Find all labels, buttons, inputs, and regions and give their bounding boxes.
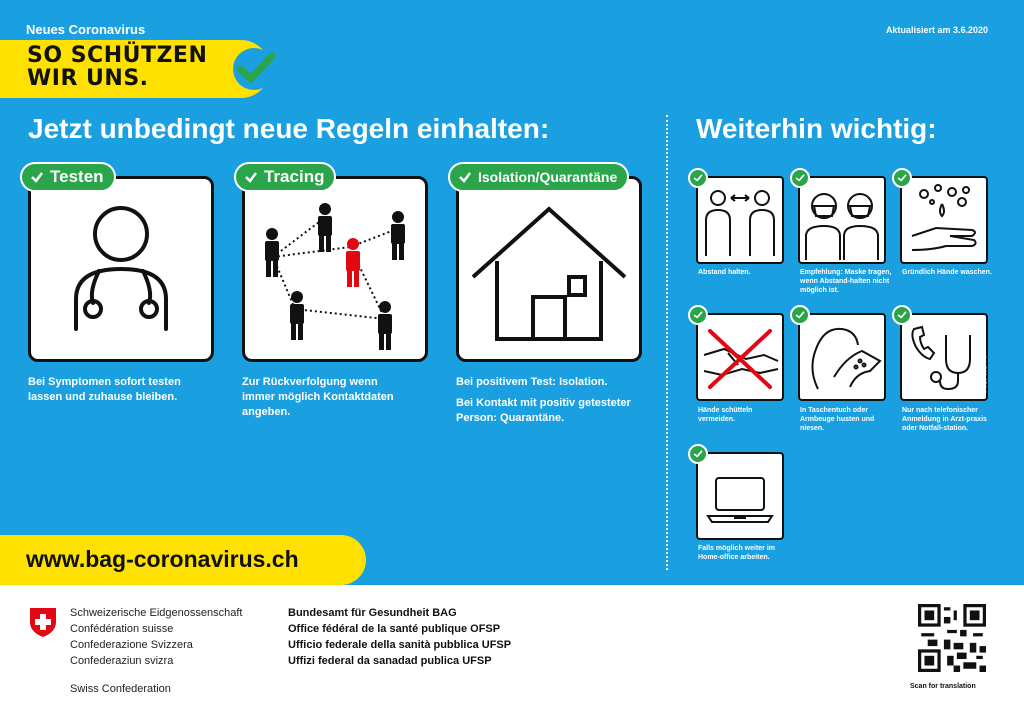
confed-line: Confederaziun svizra — [70, 655, 174, 667]
headline-rules: Jetzt unbedingt neue Regeln einhalten: — [28, 113, 550, 144]
check-icon — [892, 168, 912, 188]
office-line: Office fédéral de la santé publique OFSP — [288, 623, 501, 635]
laptop-icon — [698, 454, 782, 538]
article-number: Art. 316.624.d — [980, 355, 986, 393]
office-line: Ufficio federale della sanità pubblica UFSP — [288, 639, 512, 651]
label-isolation — [448, 162, 629, 192]
kicker: Neues Coronavirus — [26, 22, 146, 37]
check-icon — [688, 444, 708, 464]
label-testen — [20, 162, 116, 192]
divider — [666, 115, 668, 570]
desc-tracing — [242, 375, 442, 420]
check-icon — [244, 170, 258, 184]
qr-code-icon[interactable] — [918, 604, 986, 672]
office-line: Bundesamt für Gesundheit BAG — [288, 607, 457, 619]
logo-line-2: WIR UNS. — [27, 66, 149, 91]
card-tracing — [242, 176, 428, 362]
federal-office — [288, 605, 511, 669]
house-icon — [459, 179, 639, 359]
cough-elbow-icon — [800, 315, 884, 399]
check-icon — [30, 170, 44, 184]
label-testen-text: Testen — [50, 167, 104, 186]
desc-line: Zur Rückverfolgung wenn — [242, 376, 378, 388]
check-icon — [688, 168, 708, 188]
desc-line: Person: Quarantäne. — [456, 412, 565, 424]
confed-line: Schweizerische Eidgenossenschaft — [70, 607, 243, 619]
logo-line-1: SO SCHÜTZEN — [27, 43, 208, 68]
check-icon — [790, 305, 810, 325]
desc-no-handshake: Hände schütteln vermeiden. — [698, 407, 753, 423]
confed-english: Swiss Confederation — [70, 683, 171, 695]
masks-icon — [800, 178, 884, 262]
card-masks — [798, 176, 886, 264]
desc-line: immer möglich Kontaktdaten — [242, 391, 394, 403]
check-icon — [892, 305, 912, 325]
card-no-handshake — [696, 313, 784, 401]
check-icon — [688, 305, 708, 325]
desc-isolation — [456, 375, 666, 426]
desc-cough: In Taschentuch oder Armbeuge husten und niesen. — [800, 407, 875, 432]
card-laptop — [696, 452, 784, 540]
website-link[interactable]: www.bag-coronavirus.ch — [26, 546, 299, 572]
card-testen — [28, 176, 214, 362]
phone-doctor-icon — [902, 315, 986, 399]
label-tracing — [234, 162, 336, 192]
desc-testen — [28, 375, 218, 405]
desc-line: lassen und zuhause bleiben. — [28, 391, 178, 403]
card-cough — [798, 313, 886, 401]
card-isolation — [456, 176, 642, 362]
confederation-names — [70, 605, 242, 669]
check-icon — [790, 168, 810, 188]
confed-line: Confederazione Svizzera — [70, 639, 193, 651]
doctor-stethoscope-icon — [31, 179, 211, 359]
no-handshake-icon — [698, 315, 782, 399]
distance-icon — [698, 178, 782, 262]
updated-date: Aktualisiert am 3.6.2020 — [885, 25, 988, 35]
desc-phone-doctor: Nur nach telefonischer Anmeldung in Arzt-praxis oder Notfall-station. — [902, 407, 987, 432]
wash-hands-icon — [902, 178, 986, 262]
check-icon — [458, 170, 472, 184]
card-distance — [696, 176, 784, 264]
desc-line: Bei Kontakt mit positiv getesteter — [456, 397, 631, 409]
office-line: Uffizi federal da sanadad publica UFSP — [288, 655, 492, 667]
desc-wash-hands: Gründlich Hände waschen. — [902, 269, 992, 276]
confed-line: Confédération suisse — [70, 623, 174, 635]
desc-line: Bei Symptomen sofort testen — [28, 376, 181, 388]
qr-caption: Scan for translation — [910, 683, 976, 690]
swiss-shield-icon — [28, 606, 58, 638]
card-phone-doctor — [900, 313, 988, 401]
desc-masks: Empfehlung: Maske tragen, wenn Abstand-halten nicht möglich ist. — [800, 269, 892, 294]
logo-check-icon — [226, 44, 282, 94]
desc-laptop: Falls möglich weiter im Home-office arbeiten. — [698, 545, 776, 561]
label-tracing-text: Tracing — [264, 167, 325, 186]
contact-network-icon — [245, 179, 425, 359]
desc-distance: Abstand halten. — [698, 269, 751, 276]
campaign-logo-text — [27, 44, 207, 90]
label-isolation-text: Isolation/Quarantäne — [478, 169, 618, 185]
desc-line: angeben. — [242, 406, 291, 418]
headline-important: Weiterhin wichtig: — [696, 113, 937, 144]
desc-line: Bei positivem Test: Isolation. — [456, 376, 608, 388]
card-wash-hands — [900, 176, 988, 264]
